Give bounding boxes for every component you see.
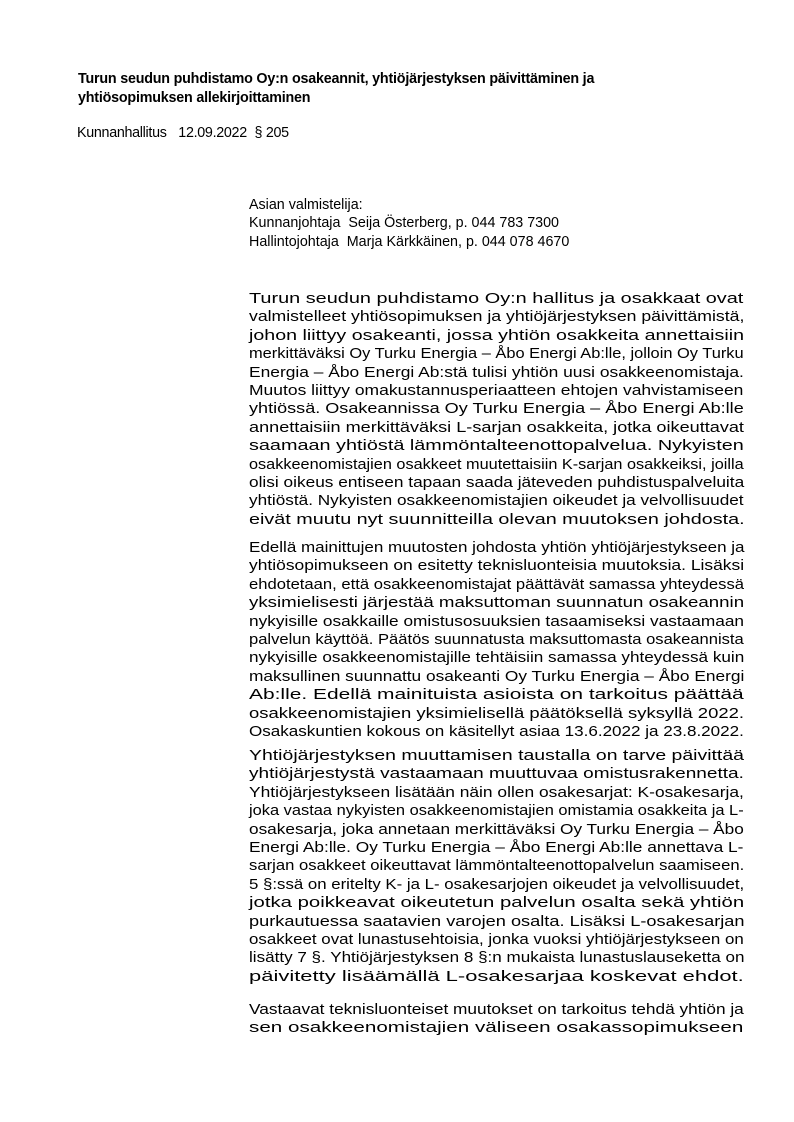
preparers-block	[249, 196, 569, 251]
paragraph-line: annettaisiin merkittäväksi L-sarjan osakkeita, jotka oikeuttavat	[249, 419, 744, 436]
paragraph-line: Yhtiöjärjestykseen lisätään näin ollen osakesarjat: K-osakesarja,	[249, 784, 744, 801]
title-line: yhtiösopimuksen allekirjoittaminen	[78, 90, 311, 106]
paragraph-line: nykyisille osakkeenomistajille tehtäisiin samassa yhteydessä kuin	[249, 650, 745, 667]
title-line: Turun seudun puhdistamo Oy:n osakeannit, yhtiöjärjestyksen päivittäminen ja	[78, 71, 595, 87]
paragraph-line: osakesarja, joka annetaan merkittäväksi Oy Turku Energia – Åbo	[249, 821, 744, 838]
meeting-body: Kunnanhallitus	[77, 125, 167, 141]
paragraph-line: merkittäväksi Oy Turku Energia – Åbo Energi Ab:lle, jolloin Oy Turku	[249, 346, 744, 363]
paragraph-line: sen osakkeenomistajien väliseen osakassopimukseen	[249, 1020, 744, 1037]
paragraph-line: maksullinen suunnattu osakeanti Oy Turku Energia – Åbo Energi	[249, 668, 745, 685]
meeting-section: § 205	[254, 125, 289, 141]
paragraph-line: sarjan osakkeet oikeuttavat lämmöntalteenottopalvelun saamiseen.	[249, 858, 745, 875]
paragraph-line: Osakaskuntien kokous on käsitellyt asiaa 13.6.2022 ja 23.8.2022.	[249, 724, 744, 741]
paragraph-4	[249, 1001, 749, 1038]
paragraph-line: Ab:lle. Edellä mainituista asioista on tarkoitus päättää	[249, 687, 744, 704]
paragraph-line: osakkeenomistajien yksimielisellä päätöksellä syksyllä 2022.	[249, 705, 745, 722]
paragraph-line: eivät muutu nyt suunnitteilla olevan muutoksen johdosta.	[249, 511, 745, 528]
paragraph-line: osakkeenomistajien osakkeet muutettaisiin K-sarjan osakkeiksi, joilla	[249, 456, 744, 473]
paragraph-3	[249, 747, 749, 986]
paragraph-line: Energia – Åbo Energi Ab:stä tulisi yhtiön uusi osakkeenomistaja.	[249, 364, 744, 381]
paragraph-line: Edellä mainittujen muutosten johdosta yhtiön yhtiöjärjestykseen ja	[249, 540, 745, 556]
paragraph-line: lisätty 7 §. Yhtiöjärjestyksen 8 §:n mukaista lunastuslauseketta on	[249, 950, 745, 967]
paragraph-line: saamaan yhtiöstä lämmöntalteenottopalvelua. Nykyisten	[249, 438, 744, 455]
paragraph-line: purkautuessa saatavien varojen osalta. Lisäksi L-osakesarjan	[249, 913, 745, 930]
paragraph-line: olisi oikeus entiseen tapaan saada jäteveden puhdistuspalveluita	[249, 475, 745, 492]
paragraph-line: johon liittyy osakeanti, jossa yhtiön osakkeita annettaisiin	[249, 327, 745, 344]
paragraph-line: Yhtiöjärjestyksen muuttamisen taustalla on tarve päivittää	[249, 748, 744, 764]
paragraph-line: yhtiösopimukseen on esitetty teknisluonteisia muutoksia. Lisäksi	[249, 558, 745, 575]
preparer-line: Hallintojohtaja Marja Kärkkäinen, p. 044 078 4670	[249, 233, 570, 250]
paragraph-line: Vastaavat teknisluonteiset muutokset on tarkoitus tehdä yhtiön ja	[249, 1002, 744, 1018]
paragraph-line: yksimielisesti järjestää maksuttoman suunnatun osakeannin	[249, 595, 745, 612]
paragraph-line: valmistelleet yhtiösopimuksen ja yhtiöjärjestyksen päivittämistä,	[249, 309, 745, 326]
paragraph-line: joka vastaa nykyisten osakkeenomistajien omistamia osakkeita ja L-	[249, 803, 744, 820]
paragraph-line: Energi Ab:lle. Oy Turku Energia – Åbo Energi Ab:lle annettava L-	[249, 840, 744, 857]
meeting-info	[77, 124, 297, 142]
preparers-heading: Asian valmistelija:	[249, 197, 363, 213]
paragraph-line: ehdotetaan, että osakkeenomistajat päättävät samassa yhteydessä	[249, 576, 744, 593]
paragraph-line: Turun seudun puhdistamo Oy:n hallitus ja osakkaat ovat	[249, 291, 744, 307]
paragraph-2	[249, 539, 749, 741]
preparer-line: Kunnanjohtaja Seija Österberg, p. 044 783 7300	[249, 215, 559, 232]
paragraph-line: osakkeet ovat lunastusehtoisia, jonka vuoksi yhtiöjärjestykseen on	[249, 932, 744, 949]
paragraph-line: jotka poikkeavat oikeutetun palvelun osalta sekä yhtiön	[249, 895, 745, 912]
paragraph-1	[249, 290, 749, 529]
paragraph-line: 5 §:ssä on eritelty K- ja L- osakesarjojen oikeudet ja velvollisuudet,	[249, 876, 745, 893]
paragraph-line: päivitetty lisäämällä L-osakesarjaa koskevat ehdot.	[249, 968, 744, 985]
paragraph-line: yhtiöjärjestystä vastaamaan muuttuvaa omistusrakennetta.	[249, 766, 744, 783]
paragraph-line: yhtiöstä. Nykyisten osakkeenomistajien oikeudet ja velvollisuudet	[249, 493, 744, 510]
document-title	[78, 70, 738, 108]
paragraph-line: palvelun käyttöä. Päätös suunnatusta maksuttomasta osakeannista	[249, 632, 744, 649]
paragraph-line: nykyisille osakkaille omistusosuuksien tasaamiseksi vastaamaan	[249, 613, 745, 630]
paragraph-line: yhtiössä. Osakeannissa Oy Turku Energia – Åbo Energi Ab:lle	[249, 401, 744, 418]
paragraph-line: Muutos liittyy omakustannusperiaatteen ehtojen vahvistamiseen	[249, 383, 744, 400]
meeting-date: 12.09.2022	[178, 125, 247, 141]
